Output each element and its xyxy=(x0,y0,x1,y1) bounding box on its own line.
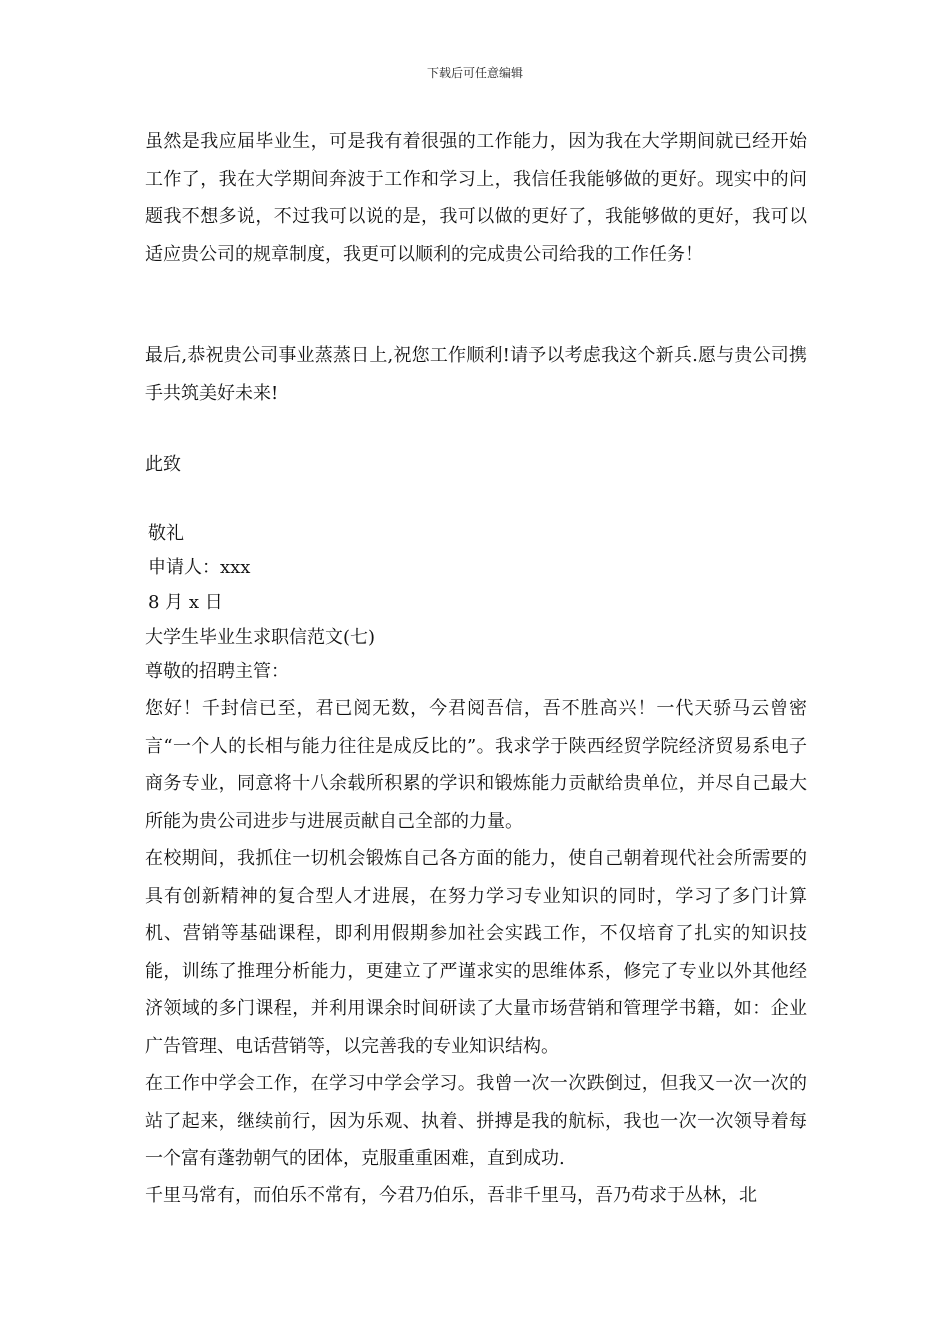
paragraph-school-period: 在校期间，我抓住一切机会锻炼自己各方面的能力，使自己朝着现代社会所需要的具有创新精神的复合型人才进展，在努力学习专业知识的同时，学习了多门计算机、营销等基础课程，即利用假期参加社会实践工作，不仅培育了扎实的知识技能，训练了推理分析能力，更建立了严谨求实的思维体系，修完了专业以外其他经济领域的多门课程，并利用课余时间研读了大量市场营销和管理学书籍，如：企业广告管理、电话营销等，以完善我的专业知识结构。 xyxy=(145,848,807,1057)
paragraph-work-learning: 在工作中学会工作，在学习中学会学习。我曾一次一次跌倒过，但我又一次一次的站了起来，继续前行，因为乐观、执着、拼搏是我的航标，我也一次一次领导着每一个富有蓬勃朝气的团体，克服重重困难，直到成功. xyxy=(145,1073,807,1169)
paragraph-final: 千里马常有，而伯乐不常有，今君乃伯乐，吾非千里马，吾乃苟求于丛林，北 xyxy=(145,1185,757,1206)
page-header: 下载后可任意编辑 xyxy=(426,66,523,80)
paragraph-ability: 虽然是我应届毕业生，可是我有着很强的工作能力，因为我在大学期间就已经开始工作了，我在大学期间奔波于工作和学习上，我信任我能够做的更好。现实中的问题我不想多说，不过我可以说的是，我可以做的更好了，我能够做的更好，我可以适应贵公司的规章制度，我更可以顺利的完成贵公司给我的工作任务！ xyxy=(145,131,807,265)
applicant-line: 申请人：xxx xyxy=(148,557,251,578)
paragraph-introduction: 您好！千封信已至，君已阅无数，今君阅吾信，吾不胜高兴！一代天骄马云曾密言“一个人的长相与能力往往是成反比的”。我求学于陕西经贸学院经济贸易系电子商务专业，同意将十八余载所积累的学识和锻炼能力贡献给贵单位，并尽自己最大所能为贵公司进步与进展贡献自己全部的力量。 xyxy=(145,698,807,832)
greeting-line: 尊敬的招聘主管： xyxy=(145,661,289,682)
date-line: 8 月 x 日 xyxy=(148,592,223,613)
section-title: 大学生毕业生求职信范文(七) xyxy=(145,627,376,648)
regards-line: 敬礼 xyxy=(148,523,184,544)
paragraph-closing-wishes: 最后,恭祝贵公司事业蒸蒸日上,祝您工作顺利!请予以考虑我这个新兵.愿与贵公司携手共筑美好未来! xyxy=(145,345,807,404)
closing-salutation: 此致 xyxy=(145,454,181,475)
